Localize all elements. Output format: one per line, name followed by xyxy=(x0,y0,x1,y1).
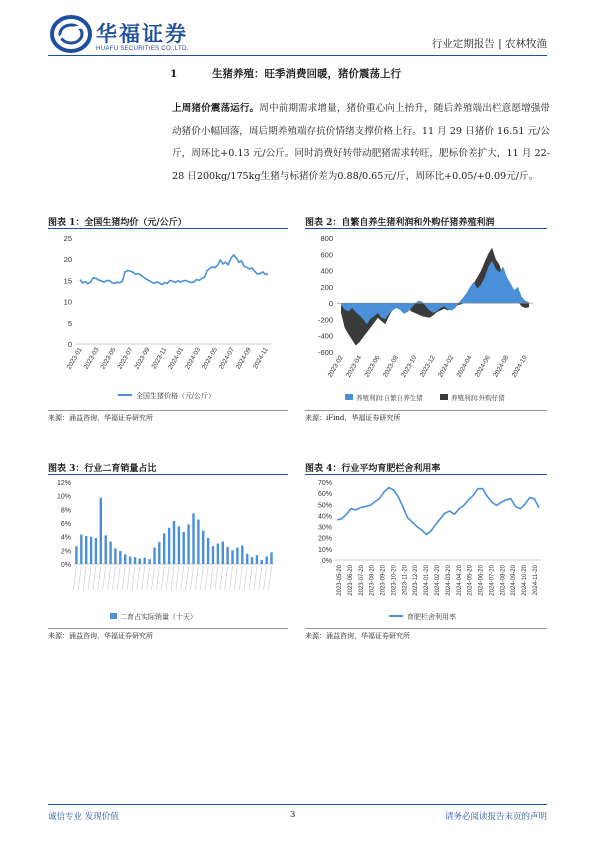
bar xyxy=(231,550,233,564)
x-tick-label: 2023-08-20 xyxy=(369,565,376,596)
bar xyxy=(173,521,175,564)
x-tick-mark xyxy=(83,566,86,590)
x-tick-label: 2024-07-20 xyxy=(489,565,496,596)
series-line-pig-price xyxy=(80,255,268,285)
y-tick-label: 30% xyxy=(317,524,332,532)
x-tick-mark xyxy=(78,566,81,590)
y-tick-label: 600 xyxy=(320,250,333,260)
x-tick-mark xyxy=(108,566,111,590)
figure-1-title: 图表 1：全国生猪均价（元/公斤） xyxy=(48,218,187,228)
y-tick-label: 8% xyxy=(60,507,71,515)
bar xyxy=(241,546,243,565)
y-tick-label: -600 xyxy=(317,348,333,357)
page-number: 3 xyxy=(290,810,296,820)
body-paragraph xyxy=(172,98,550,188)
x-tick-label: 2023-01 xyxy=(65,346,84,371)
x-tick-mark xyxy=(220,566,223,590)
bar xyxy=(212,546,214,564)
x-tick-mark xyxy=(137,566,140,590)
bar xyxy=(168,528,170,564)
figure-3-source: 来源：涌益咨询，华福证券研究所 xyxy=(48,632,153,640)
legend-swatch xyxy=(440,394,448,400)
y-tick-label: 0% xyxy=(60,562,71,569)
figure-4-bottom-rule xyxy=(305,628,547,629)
x-tick-mark xyxy=(166,566,169,590)
bar xyxy=(202,531,204,565)
figure-4-chart xyxy=(305,476,547,626)
figure-3-svg xyxy=(48,476,288,626)
x-tick-label: 2024-06 xyxy=(473,354,492,379)
x-tick-mark xyxy=(132,566,135,590)
figure-1-source: 来源：涌益咨询，华福证券研究所 xyxy=(48,414,153,422)
bar xyxy=(192,513,194,564)
bar xyxy=(236,548,238,564)
y-tick-label: 2% xyxy=(60,548,71,556)
y-tick-label: 20 xyxy=(63,255,72,265)
section-heading xyxy=(170,66,401,81)
bar xyxy=(197,520,199,564)
x-tick-label: 2023-09 xyxy=(133,346,152,371)
bar xyxy=(183,532,185,564)
y-tick-label: 10 xyxy=(63,297,72,307)
bar xyxy=(100,498,102,564)
x-tick-label: 2023-06-20 xyxy=(347,565,354,596)
x-tick-label: 2023-04 xyxy=(345,354,364,379)
figure-1-chart xyxy=(48,232,288,408)
report-category: 行业定期报告 | 农林牧渔 xyxy=(431,38,547,50)
legend-label: 育肥栏舍利用率 xyxy=(407,614,456,621)
figure-1-bottom-rule xyxy=(48,410,288,411)
x-tick-label: 2023-07 xyxy=(116,346,135,371)
x-tick-label: 2023-11 xyxy=(150,346,169,371)
bar xyxy=(134,557,136,564)
x-tick-label: 2023-12-20 xyxy=(413,565,420,596)
bar xyxy=(163,533,165,564)
x-tick-label: 2024-04 xyxy=(455,354,474,379)
legend-label: 养殖利润:自繁自养生猪 xyxy=(356,395,423,402)
x-tick-label: 2024-03-20 xyxy=(445,565,452,596)
x-tick-label: 2024-10-20 xyxy=(522,565,529,596)
x-tick-mark xyxy=(122,566,125,590)
bar xyxy=(246,554,248,564)
x-tick-mark xyxy=(98,566,101,590)
bar xyxy=(80,535,82,564)
legend-label: 养殖利润:外购仔猪 xyxy=(451,395,505,402)
y-tick-label: 40% xyxy=(317,513,332,521)
x-tick-mark xyxy=(191,566,194,590)
y-tick-label: 12% xyxy=(56,480,71,487)
x-tick-mark xyxy=(225,566,228,590)
y-tick-label: 200 xyxy=(320,282,333,292)
bar xyxy=(256,555,258,564)
footer-divider xyxy=(48,804,547,805)
bar xyxy=(105,535,107,564)
x-tick-label: 2023-03 xyxy=(82,346,101,371)
bar xyxy=(95,538,97,564)
x-tick-label: 2023-02 xyxy=(326,354,345,379)
y-tick-label: 10% xyxy=(317,546,332,554)
bar xyxy=(129,557,131,565)
figure-2-top-rule xyxy=(305,228,547,229)
bar xyxy=(158,542,160,564)
y-tick-label: 60% xyxy=(317,491,332,499)
bar xyxy=(270,552,272,564)
bar xyxy=(139,559,141,565)
bar xyxy=(222,542,224,565)
bar xyxy=(178,526,180,564)
x-tick-mark xyxy=(156,566,159,590)
bar xyxy=(261,560,263,564)
x-tick-label: 2024-02-20 xyxy=(435,565,441,596)
x-tick-mark xyxy=(147,566,150,590)
y-tick-label: 0 xyxy=(328,299,333,309)
x-tick-mark xyxy=(151,566,154,590)
figure-3-title: 图表 3：行业二育销量占比 xyxy=(48,464,157,474)
bar xyxy=(207,538,209,564)
x-tick-label: 2023-07-20 xyxy=(358,565,365,596)
figure-2-chart xyxy=(305,232,547,408)
company-name-cn: 华福证券 xyxy=(96,22,188,46)
x-tick-mark xyxy=(239,566,242,590)
bar xyxy=(85,536,87,564)
x-tick-label: 2024-05 xyxy=(201,346,220,371)
x-tick-mark xyxy=(259,566,262,590)
x-tick-label: 2024-06-20 xyxy=(478,565,485,596)
y-tick-label: 25 xyxy=(63,234,72,243)
y-tick-label: 0% xyxy=(321,558,332,565)
figure-4-source: 来源：涌益咨询，华福证券研究所 xyxy=(305,632,410,640)
bar xyxy=(144,558,146,564)
x-tick-mark xyxy=(181,566,184,590)
bar xyxy=(217,544,219,565)
y-tick-label: 15 xyxy=(63,276,72,286)
x-tick-label: 2024-09 xyxy=(234,346,253,371)
x-tick-mark xyxy=(93,566,96,590)
x-tick-label: 2023-11-20 xyxy=(402,565,409,596)
x-tick-label: 2024-01 xyxy=(167,346,186,371)
legend-swatch xyxy=(110,613,117,619)
x-tick-mark xyxy=(176,566,179,590)
x-tick-label: 2024-09-20 xyxy=(511,565,518,596)
figure-4-svg xyxy=(305,476,547,626)
x-tick-mark xyxy=(161,566,164,590)
x-tick-label: 2023-12 xyxy=(418,354,437,379)
y-tick-label: 20% xyxy=(317,535,332,543)
x-tick-mark xyxy=(210,566,213,590)
y-tick-label: 50% xyxy=(317,502,332,510)
y-tick-label: 0 xyxy=(67,340,72,349)
x-tick-label: 2023-06 xyxy=(363,354,382,379)
x-tick-label: 2024-02 xyxy=(437,354,456,379)
paragraph-body: 周中前期需求增量，猪价重心向上抬升，随后养殖端出栏意愿增强带动猪价小幅回落，周后期养殖端存抗价情绪支撑价格上行。11 月 29 日猪价 16.51 元/公斤，周环比+0.13 元/公斤。同时消费好转带动肥猪需求转旺，肥标价差扩大，11 月 22-28 日200kg/175kg生猪与标猪价差为0.88/0.65元/斤，周环比+0.05/+0.09元/斤。 xyxy=(172,103,551,182)
bar xyxy=(75,546,77,564)
company-logo-mark-icon xyxy=(50,14,92,54)
x-tick-mark xyxy=(205,566,208,590)
y-tick-label: 4% xyxy=(60,534,71,542)
figure-1-svg xyxy=(48,232,288,408)
y-tick-label: 800 xyxy=(320,234,333,243)
x-tick-label: 2024-01-20 xyxy=(424,565,431,596)
section-number: 1 xyxy=(170,68,178,80)
y-tick-label: 10% xyxy=(56,493,71,501)
x-tick-mark xyxy=(112,566,115,590)
x-tick-label: 2024-11 xyxy=(251,346,270,371)
x-tick-label: 2023-10 xyxy=(400,354,419,379)
legend-label: 二育占实际销量（十天） xyxy=(120,614,197,621)
x-tick-mark xyxy=(88,566,91,590)
bar xyxy=(114,548,116,564)
x-tick-label: 2023-05-20 xyxy=(337,565,343,596)
figure-3-chart xyxy=(48,476,288,626)
company-name-en: HUAFU SECURITIES CO.,LTD. xyxy=(96,45,189,52)
x-tick-mark xyxy=(186,566,189,590)
x-tick-label: 2023-08 xyxy=(381,354,400,379)
footer-disclaimer: 请务必阅读报告末页的声明 xyxy=(444,812,547,822)
bar xyxy=(109,542,111,565)
x-tick-mark xyxy=(195,566,198,590)
bar xyxy=(187,524,189,564)
figure-2-bottom-rule xyxy=(305,410,547,411)
paragraph-lead: 上周猪价震荡运行。 xyxy=(172,103,260,114)
x-tick-mark xyxy=(117,566,120,590)
bar xyxy=(153,548,155,564)
bar xyxy=(226,547,228,564)
legend-swatch xyxy=(345,394,353,400)
x-tick-mark xyxy=(103,566,106,590)
x-tick-label: 2023-09-20 xyxy=(380,565,387,596)
header-divider xyxy=(48,55,547,56)
x-tick-label: 2023-05 xyxy=(99,346,118,371)
x-tick-label: 2024-10 xyxy=(510,354,529,379)
x-tick-mark xyxy=(73,566,76,590)
y-tick-label: 400 xyxy=(320,266,333,276)
bar xyxy=(90,537,92,564)
series-line-utilization xyxy=(337,488,539,535)
figure-3-top-rule xyxy=(48,474,288,475)
bar xyxy=(148,559,150,564)
x-tick-mark xyxy=(269,566,272,590)
figure-3-bottom-rule xyxy=(48,628,288,629)
x-tick-mark xyxy=(200,566,203,590)
x-tick-mark xyxy=(254,566,257,590)
figure-2-title: 图表 2：自繁自养生猪利润和外购仔猪养殖利润 xyxy=(305,218,495,228)
x-tick-mark xyxy=(142,566,145,590)
x-tick-mark xyxy=(249,566,252,590)
y-tick-label: 6% xyxy=(60,521,71,528)
bar xyxy=(266,557,268,565)
bar xyxy=(124,554,126,564)
footer-slogan: 诚信专业 发现价值 xyxy=(48,812,119,822)
x-tick-mark xyxy=(244,566,247,590)
company-logo xyxy=(50,14,225,54)
y-tick-label: 5 xyxy=(67,318,72,328)
x-tick-label: 2024-11-20 xyxy=(533,565,539,596)
x-tick-mark xyxy=(215,566,218,590)
x-tick-mark xyxy=(127,566,130,590)
figure-4-top-rule xyxy=(305,474,547,475)
x-tick-mark xyxy=(230,566,233,590)
figure-2-svg xyxy=(305,232,547,408)
x-tick-label: 2024-07 xyxy=(217,346,236,371)
x-tick-mark xyxy=(171,566,174,590)
x-tick-label: 2024-03 xyxy=(184,346,203,371)
bar xyxy=(119,551,121,564)
x-tick-label: 2024-04-20 xyxy=(456,565,463,596)
series-area-self-breeding-profit xyxy=(341,261,529,325)
figure-1-top-rule xyxy=(48,228,288,229)
x-tick-label: 2024-05-20 xyxy=(467,565,474,596)
x-tick-mark xyxy=(234,566,237,590)
x-tick-label: 2024-08 xyxy=(492,354,511,379)
legend-label: 全国生猪价格（元/公斤） xyxy=(136,393,215,400)
x-tick-mark xyxy=(264,566,267,590)
y-tick-label: -200 xyxy=(317,315,333,325)
x-tick-label: 2023-10-20 xyxy=(391,565,398,596)
section-title: 生猪养殖：旺季消费回暖，猪价震荡上行 xyxy=(212,68,401,80)
y-tick-label: 70% xyxy=(317,480,332,487)
figure-2-source: 来源：iFind，华福证券研究所 xyxy=(305,414,401,422)
y-tick-label: -400 xyxy=(317,331,333,341)
x-tick-label: 2024-08-20 xyxy=(500,565,507,596)
bar xyxy=(251,557,253,564)
figure-4-title: 图表 4：行业平均育肥栏舍利用率 xyxy=(305,464,441,474)
